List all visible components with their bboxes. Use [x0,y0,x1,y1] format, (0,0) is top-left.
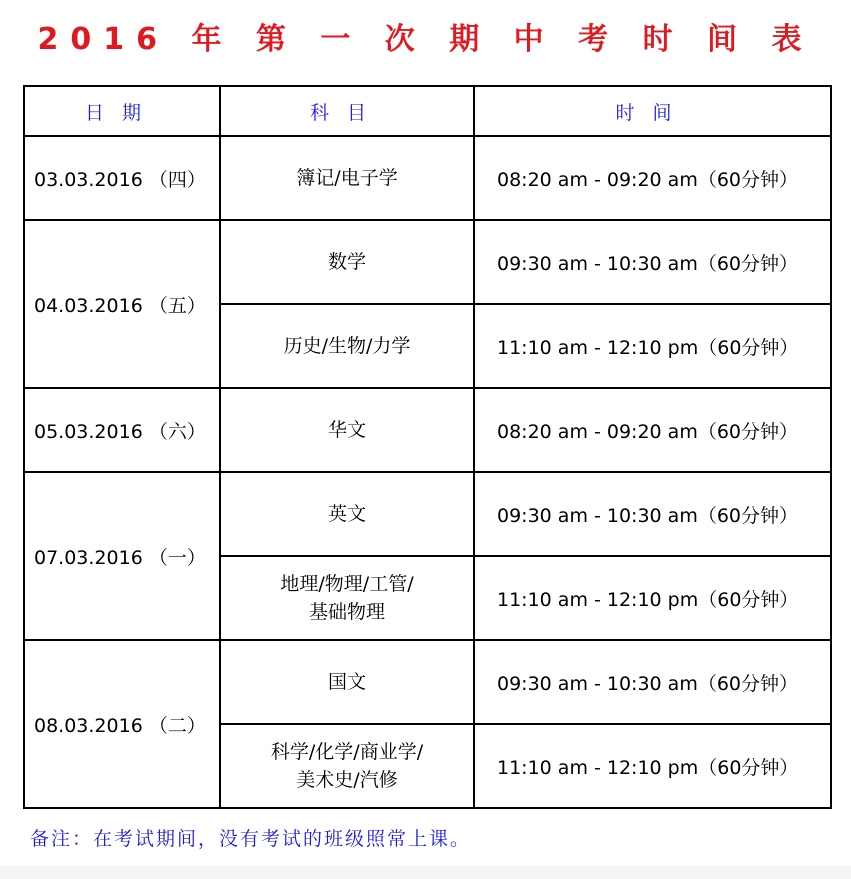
header-subject: 科目 [220,86,474,136]
exam-subject-cell [220,136,474,220]
exam-time-cell: 11:10 am - 12:10 pm（60分钟） [474,724,831,808]
table-row [24,220,831,304]
page-title: 2016 年 第 一 次 期 中 考 时 间 表 [37,22,814,57]
exam-time-cell: 08:20 am - 09:20 am（60分钟） [474,136,831,220]
subject-line: 簿记/电子学 [296,167,398,189]
exam-date-cell: 08.03.2016 （二） [24,640,220,808]
subject-line: 地理/物理/工管/ [280,573,414,595]
exam-date-cell: 07.03.2016 （一） [24,472,220,640]
table-row [24,472,831,556]
exam-subject-cell [220,724,474,808]
exam-subject-cell [220,640,474,724]
subject-line: 数学 [327,251,366,273]
header-time: 时间 [474,86,831,136]
exam-date-cell: 05.03.2016 （六） [24,388,220,472]
exam-subject-cell [220,556,474,640]
table-row [24,388,831,472]
table-body [24,136,831,808]
subject-line: 基础物理 [308,601,385,623]
table-row [24,136,831,220]
exam-time-cell: 08:20 am - 09:20 am（60分钟） [474,388,831,472]
exam-schedule-table [23,85,832,809]
page-bottom-edge [0,866,851,879]
subject-line: 英文 [327,503,366,525]
exam-time-cell: 11:10 am - 12:10 pm（60分钟） [474,304,831,388]
exam-time-cell: 09:30 am - 10:30 am（60分钟） [474,640,831,724]
exam-subject-cell [220,220,474,304]
subject-line: 科学/化学/商业学/ [270,741,424,763]
exam-date-cell: 03.03.2016 （四） [24,136,220,220]
exam-time-cell: 09:30 am - 10:30 am（60分钟） [474,220,831,304]
subject-line: 美术史/汽修 [296,769,398,791]
exam-subject-cell [220,472,474,556]
header-date: 日期 [24,86,220,136]
table-row [24,640,831,724]
subject-line: 国文 [327,671,366,693]
exam-subject-cell [220,388,474,472]
exam-time-cell: 11:10 am - 12:10 pm（60分钟） [474,556,831,640]
footnote: 备注：在考试期间，没有考试的班级照常上课。 [30,828,472,850]
subject-line: 华文 [327,419,366,441]
subject-line: 历史/生物/力学 [283,335,411,357]
table-header-row [24,86,831,136]
exam-time-cell: 09:30 am - 10:30 am（60分钟） [474,472,831,556]
exam-subject-cell [220,304,474,388]
exam-date-cell: 04.03.2016 （五） [24,220,220,388]
